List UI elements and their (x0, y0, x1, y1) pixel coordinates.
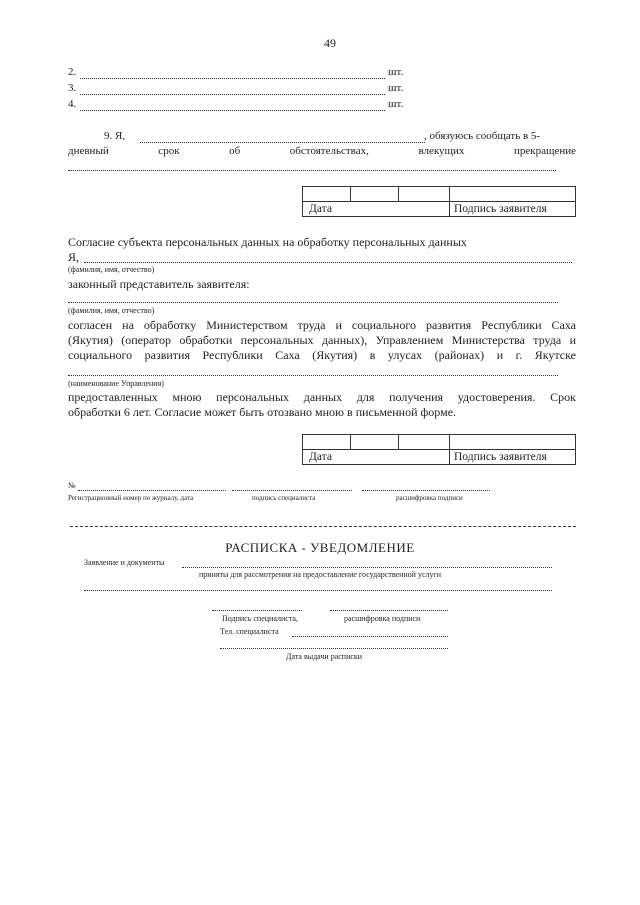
quantity-row-unit: шт. (388, 82, 404, 94)
receipt-docs-line[interactable] (182, 567, 552, 568)
consent-agree-line-3: социального развития Республики Саха (Якутия) в улусах (районах) и г. Якутске (68, 348, 576, 362)
item9-line2: дневный срок об обстоятельствах, влекущих прекращение (68, 145, 576, 157)
date-cell[interactable] (303, 435, 351, 450)
dept-caption: (наименование Управления) (68, 379, 164, 388)
date-label: Дата (303, 202, 450, 217)
date-cell[interactable] (351, 435, 399, 450)
specialist-signature-caption: подпись специалиста (252, 494, 316, 502)
receipt-title: РАСПИСКА - УВЕДОМЛЕНИЕ (225, 540, 415, 555)
consent-title: Согласие субъекта персональных данных на обработку персональных данных (68, 235, 467, 249)
quantity-row-unit: шт. (388, 66, 404, 78)
signature-label: Подпись заявителя (450, 202, 576, 217)
signature-label: Подпись заявителя (450, 450, 576, 465)
signature-cell[interactable] (450, 187, 576, 202)
registration-number-line[interactable] (78, 490, 226, 491)
receipt-issue-date-line[interactable] (220, 648, 448, 649)
cut-line (70, 526, 576, 527)
receipt-docs-label: Заявление и документы (84, 558, 165, 567)
quantity-row-unit: шт. (388, 98, 404, 110)
signature-table-1 (302, 186, 576, 217)
page-number: 49 (324, 36, 336, 50)
quantity-row-number: 2. (68, 66, 77, 78)
date-cell[interactable] (351, 187, 399, 202)
receipt-tel-line[interactable] (292, 636, 448, 637)
signature-decode-caption: расшифровка подписи (396, 494, 463, 502)
specialist-signature-line[interactable] (232, 490, 352, 491)
receipt-tel-label: Тел. специалиста (220, 627, 279, 636)
receipt-extra-line[interactable] (84, 590, 552, 591)
signature-cell[interactable] (450, 435, 576, 450)
fio-caption-2: (фамилия, имя, отчество) (68, 306, 155, 315)
registration-caption: Регистрационный номер по журналу, дата (68, 494, 194, 502)
consent-dept-line[interactable] (68, 375, 558, 376)
item9-tail: , обязуюсь сообщать в 5- (424, 130, 541, 142)
consent-representative: законный представитель заявителя: (68, 277, 250, 291)
consent-agree-line-2: (Якутия) (оператор обработки персональных данных), Управлением Министерства труда и (68, 333, 576, 347)
registration-number-sign: № (68, 481, 76, 490)
receipt-decode-label: расшифровка подписи (344, 614, 421, 623)
signature-table-2 (302, 434, 576, 465)
consent-ya: Я, (68, 250, 80, 264)
date-cell[interactable] (303, 187, 351, 202)
consent-provided-line-1: предоставленных мною персональных данных для получения удостоверения. Срок (68, 390, 576, 404)
receipt-decode-line[interactable] (330, 610, 448, 611)
signature-decode-line[interactable] (362, 490, 490, 491)
quantity-row-line[interactable] (80, 110, 385, 111)
consent-agree-line-1: согласен на обработку Министерством труда и социального развития Республики Саха (68, 318, 576, 332)
date-cell[interactable] (399, 187, 450, 202)
receipt-issue-date-label: Дата выдачи расписки (286, 652, 363, 661)
consent-fio-line-1[interactable] (84, 262, 572, 263)
quantity-row-line[interactable] (80, 78, 385, 79)
item9-continuation-line[interactable] (68, 170, 556, 171)
item9-lead: 9. Я, (104, 130, 126, 142)
item9-name-line[interactable] (140, 142, 425, 143)
date-label: Дата (303, 450, 450, 465)
consent-provided-line-2: обработки 6 лет. Согласие может быть отозвано мною в письменной форме. (68, 405, 457, 419)
receipt-spec-signature-label: Подпись специалиста, (222, 614, 298, 623)
quantity-row-number: 3. (68, 82, 77, 94)
consent-fio-line-2[interactable] (68, 302, 558, 303)
receipt-accepted: приняты для рассмотрения на предоставление государственной услуги (198, 570, 442, 579)
quantity-row-number: 4. (68, 98, 77, 110)
date-cell[interactable] (399, 435, 450, 450)
fio-caption-1: (фамилия, имя, отчество) (68, 265, 155, 274)
quantity-row-line[interactable] (80, 94, 385, 95)
receipt-spec-signature-line[interactable] (212, 610, 302, 611)
